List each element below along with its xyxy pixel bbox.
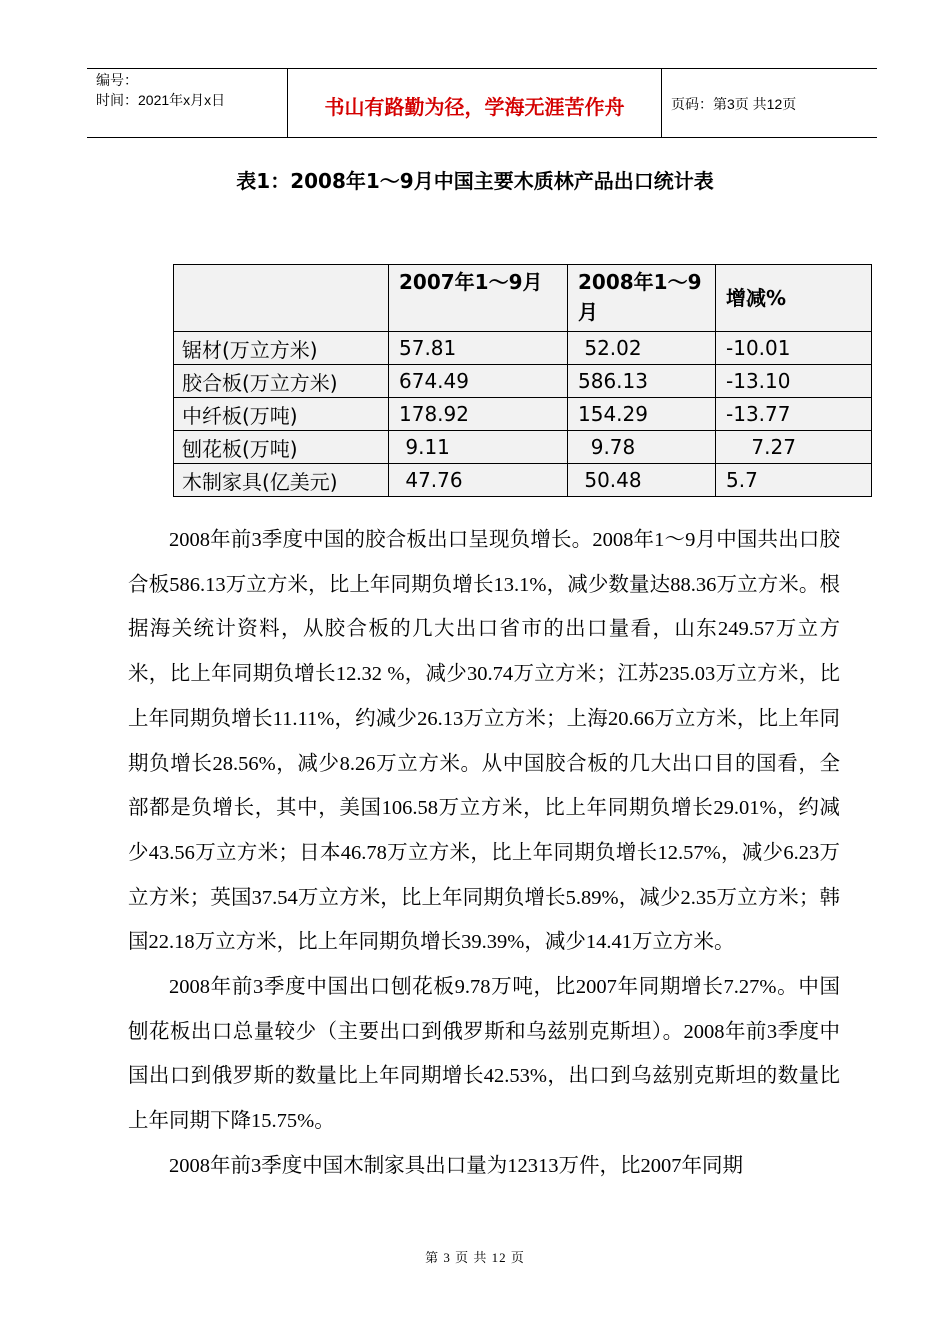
- table-row: [174, 464, 872, 497]
- document-time-label: 时间：2021年x月x日: [96, 92, 226, 108]
- table-row: [174, 332, 872, 365]
- table-cell: -13.77: [716, 398, 872, 431]
- table-cell: 5.7: [716, 464, 872, 497]
- table-header-row: [174, 265, 872, 332]
- table-title: 表1：2008年1～9月中国主要木质林产品出口统计表: [236, 169, 714, 193]
- table-row: [174, 398, 872, 431]
- table-cell: 木制家具(亿美元): [174, 464, 389, 497]
- table-row: [174, 431, 872, 464]
- table-cell: 674.49: [389, 365, 568, 398]
- export-statistics-table: [173, 264, 872, 497]
- table-cell: 锯材(万立方米): [174, 332, 389, 365]
- page-header: [87, 68, 877, 138]
- header-motto: 书山有路勤为径，学海无涯苦作舟: [324, 95, 625, 119]
- header-motto-cell: [287, 69, 662, 137]
- page-footer: 第 3 页 共 12 页: [425, 1250, 525, 1265]
- table-cell: 9.78: [568, 431, 716, 464]
- table-cell: 刨花板(万吨): [174, 431, 389, 464]
- table-cell: 586.13: [568, 365, 716, 398]
- header-meta: [87, 69, 287, 137]
- table-cell: 178.92: [389, 398, 568, 431]
- table-header-cell: 2007年1～9月: [389, 265, 568, 332]
- body-text: [128, 518, 840, 1189]
- table-cell: 中纤板(万吨): [174, 398, 389, 431]
- table-cell: 胶合板(万立方米): [174, 365, 389, 398]
- table-header-cell: 增减%: [716, 265, 872, 332]
- paragraph-furniture: 2008年前3季度中国木制家具出口量为12313万件，比2007年同期: [169, 1154, 743, 1177]
- header-page-cell: [661, 69, 877, 137]
- paragraph-particleboard: 2008年前3季度中国出口刨花板9.78万吨，比2007年同期增长7.27%。中国刨花板出口总量较少（主要出口到俄罗斯和乌兹别克斯坦）。2008年前3季度中国出口到俄罗斯的数量比上年同期增长42.53%，出口到乌兹别克斯坦的数量比上年同期下降15.75%。: [128, 976, 840, 1133]
- table-cell: -13.10: [716, 365, 872, 398]
- paragraph-plywood: 2008年前3季度中国的胶合板出口呈现负增长。2008年1～9月中国共出口胶合板586.13万立方米，比上年同期负增长13.1%，减少数量达88.36万立方米。根据海关统计资料，从胶合板的几大出口省市的出口量看，山东249.57万立方米，比上年同期负增长12.32 %，减少30.74万立方米；江苏235.03万立方米，比上年同期负增长11.11%，约减少26.13万立方米；上海20.66万立方米，比上年同期负增长28.56%，减少8.26万立方米。从中国胶合板的几大出口目的国看，全部都是负增长，其中，美国106.58万立方米，比上年同期负增长29.01%，约减少43.56万立方米；日本46.78万立方米，比上年同期负增长12.57%，减少6.23万立方米；英国37.54万立方米，比上年同期负增长5.89%，减少2.35万立方米；韩国22.18万立方米，比上年同期负增长39.39%，减少14.41万立方米。: [128, 529, 840, 954]
- table-cell: 9.11: [389, 431, 568, 464]
- table-cell: 7.27: [716, 431, 872, 464]
- header-page-number: 页码：第3页 共12页: [671, 96, 797, 112]
- table-cell: 50.48: [568, 464, 716, 497]
- table-header-cell: 2008年1～9月: [568, 265, 716, 332]
- table-cell: 47.76: [389, 464, 568, 497]
- table-row: [174, 365, 872, 398]
- table-cell: 57.81: [389, 332, 568, 365]
- table-header-cell: [174, 265, 389, 332]
- table-cell: -10.01: [716, 332, 872, 365]
- table-cell: 154.29: [568, 398, 716, 431]
- document-number-label: 编号：: [96, 72, 138, 88]
- table-cell: 52.02: [568, 332, 716, 365]
